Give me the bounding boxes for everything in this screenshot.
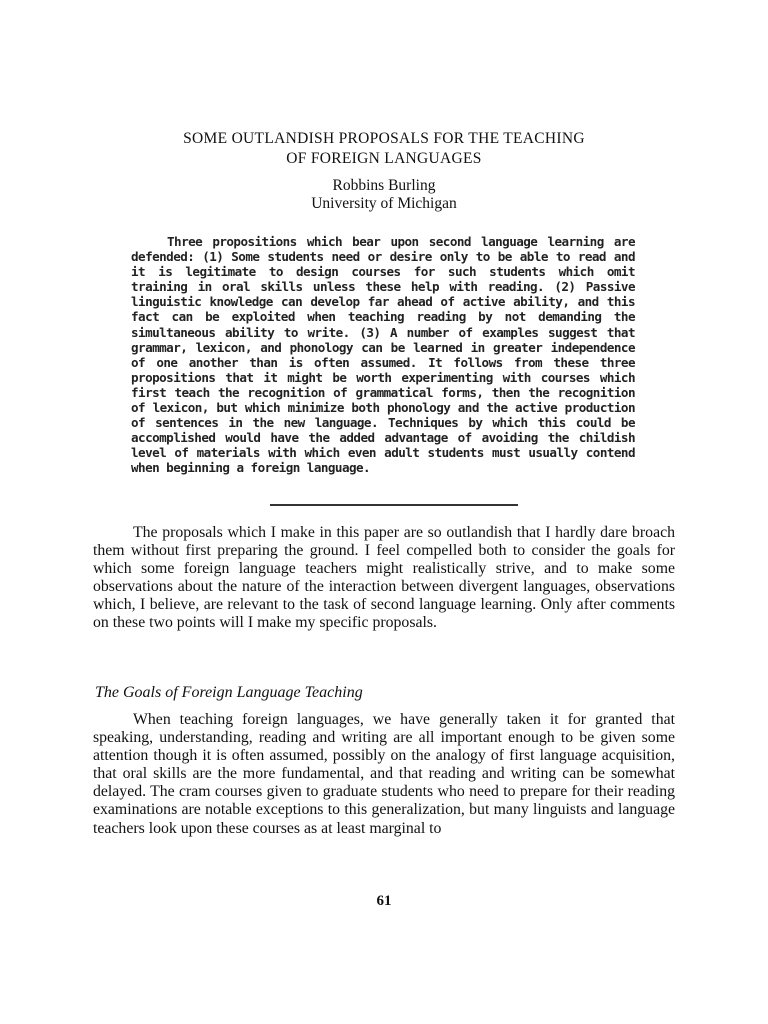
body-paragraph-2: When teaching foreign languages, we have generally taken it for granted that speaking, understanding, reading and writing are all important enough to be given some attention though it is often assumed, possibly on the analogy of first language acquisition, that oral skills are the more fundamental, and that reading and writing can be somewhat delayed. The cram courses given to graduate students who need to prepare for their reading examinations are notable exceptions to this generalization, but many linguists and language teachers look upon these courses as at least marginal to: [93, 711, 675, 837]
page-number: 61: [376, 893, 392, 909]
title-line-2: OF FOREIGN LANGUAGES: [286, 150, 482, 167]
title-line-1: SOME OUTLANDISH PROPOSALS FOR THE TEACHING: [183, 130, 585, 147]
author-name: Robbins Burling: [332, 177, 436, 194]
section-divider: [270, 504, 518, 506]
body-paragraph-1: The proposals which I make in this paper are so outlandish that I hardly dare broach them without first preparing the ground. I feel compelled both to consider the goals for which some foreign language teachers might realistically strive, and to make some observations about the nature of the interaction between divergent languages, observations which, I believe, are relevant to the task of second language learning. Only after comments on these two points will I make my specific proposals.: [93, 524, 675, 632]
abstract: Three propositions which bear upon second language learning are defended: (1) Some students need or desire only to be able to read and it is legitimate to design courses for such students which omit training in oral skills unless these help with reading. (2) Passive linguistic knowledge can develop far ahead of active ability, and this fact can be exploited when teaching reading by not demanding the simultaneous ability to write. (3) A number of examples suggest that grammar, lexicon, and phonology can be learned in greater independence of one another than is often assumed. It follows from these three propositions that it might be worth experimenting with courses which first teach the recognition of grammatical forms, then the recognition of lexicon, but which minimize both phonology and the active production of sentences in the new language. Techniques by which this could be accomplished would have the added advantage of avoiding the childish level of materials with which even adult students must usually contend when beginning a foreign language.: [131, 234, 635, 476]
author-affiliation: University of Michigan: [311, 195, 457, 212]
section-heading: The Goals of Foreign Language Teaching: [95, 684, 363, 701]
